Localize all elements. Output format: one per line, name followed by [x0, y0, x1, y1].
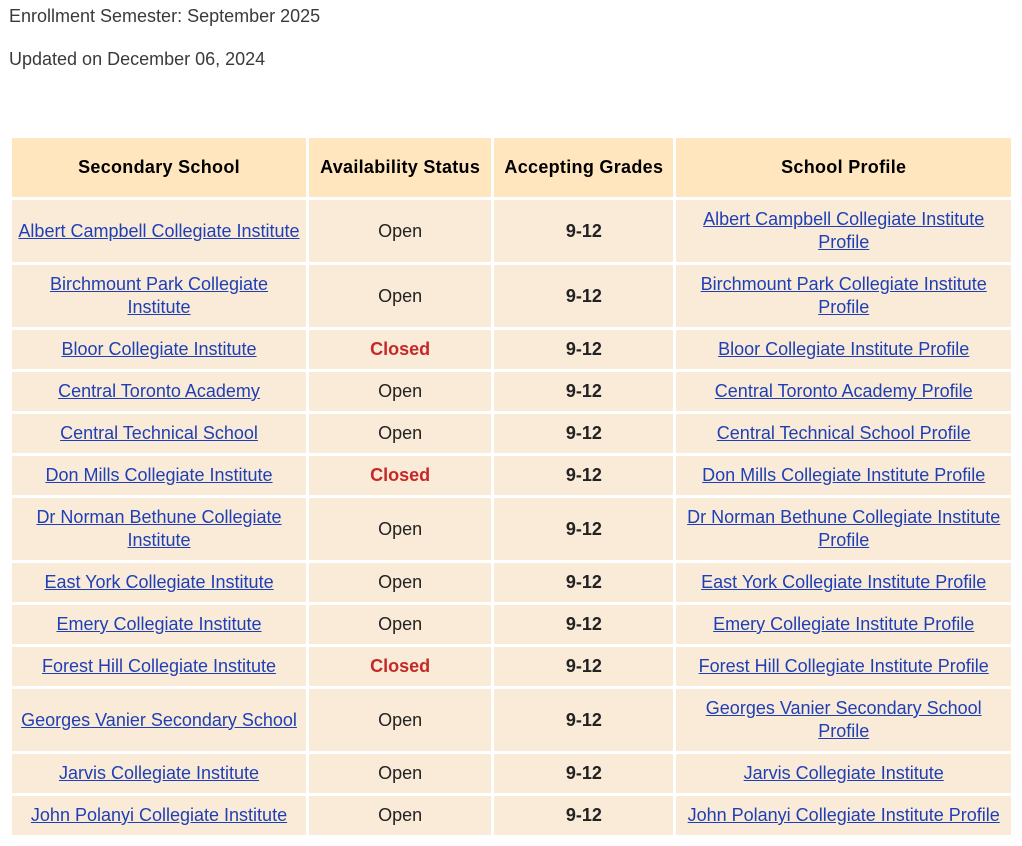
enrollment-semester: Enrollment Semester: September 2025 — [9, 6, 321, 26]
school-link[interactable]: East York Collegiate Institute — [44, 572, 274, 592]
school-cell — [12, 605, 306, 644]
school-link[interactable]: Dr Norman Bethune Collegiate Institute — [36, 507, 282, 550]
school-cell — [12, 200, 306, 262]
availability-status: Closed — [309, 456, 491, 495]
school-profile-link[interactable]: John Polanyi Collegiate Institute Profile — [687, 805, 1000, 825]
profile-cell — [676, 414, 1011, 453]
availability-status: Open — [309, 796, 491, 835]
availability-status: Open — [309, 563, 491, 602]
school-cell — [12, 330, 306, 369]
profile-cell — [676, 796, 1011, 835]
school-profile-link[interactable]: Dr Norman Bethune Collegiate Institute Profile — [687, 507, 1001, 550]
school-profile-link[interactable]: Forest Hill Collegiate Institute Profile — [698, 656, 989, 676]
accepting-grades: 9-12 — [494, 796, 673, 835]
table-body — [12, 200, 1011, 835]
school-link[interactable]: Albert Campbell Collegiate Institute — [18, 220, 300, 241]
table-row — [12, 200, 1011, 262]
school-profile-link[interactable]: East York Collegiate Institute Profile — [701, 572, 987, 592]
school-link[interactable]: Georges Vanier Secondary School — [21, 709, 297, 730]
school-link[interactable]: Central Technical School — [60, 423, 258, 443]
school-link[interactable]: Bloor Collegiate Institute — [61, 339, 257, 359]
accepting-grades: 9-12 — [494, 498, 673, 560]
availability-status: Open — [309, 754, 491, 793]
accepting-grades: 9-12 — [494, 647, 673, 686]
availability-status: Closed — [309, 647, 491, 686]
accepting-grades: 9-12 — [494, 265, 673, 327]
school-profile-link[interactable]: Jarvis Collegiate Institute — [743, 763, 944, 783]
profile-cell — [676, 563, 1011, 602]
updated-date: Updated on December 06, 2024 — [9, 49, 266, 69]
school-link[interactable]: John Polanyi Collegiate Institute — [30, 805, 288, 825]
table-row — [12, 265, 1011, 327]
table-header-row — [12, 138, 1011, 197]
column-header-school: Secondary School — [12, 138, 306, 197]
table-row — [12, 796, 1011, 835]
accepting-grades: 9-12 — [494, 330, 673, 369]
school-cell — [12, 647, 306, 686]
accepting-grades: 9-12 — [494, 200, 673, 262]
availability-status: Open — [309, 498, 491, 560]
table-row — [12, 456, 1011, 495]
table-row — [12, 563, 1011, 602]
accepting-grades: 9-12 — [494, 456, 673, 495]
school-profile-link[interactable]: Bloor Collegiate Institute Profile — [718, 339, 970, 359]
school-cell — [12, 414, 306, 453]
school-profile-link[interactable]: Central Technical School Profile — [716, 423, 971, 443]
school-profile-link[interactable]: Emery Collegiate Institute Profile — [713, 614, 975, 634]
profile-cell — [676, 456, 1011, 495]
school-link[interactable]: Jarvis Collegiate Institute — [58, 763, 260, 783]
school-cell — [12, 689, 306, 751]
table-row — [12, 754, 1011, 793]
school-link[interactable]: Birchmount Park Collegiate Institute — [49, 274, 269, 317]
column-header-profile: School Profile — [676, 138, 1011, 197]
availability-status: Open — [309, 605, 491, 644]
column-header-grades: Accepting Grades — [494, 138, 673, 197]
school-profile-link[interactable]: Birchmount Park Collegiate Institute Profile — [700, 274, 987, 317]
availability-status: Open — [309, 372, 491, 411]
accepting-grades: 9-12 — [494, 689, 673, 751]
school-cell — [12, 754, 306, 793]
profile-cell — [676, 647, 1011, 686]
school-link[interactable]: Emery Collegiate Institute — [56, 614, 262, 634]
profile-cell — [676, 689, 1011, 751]
accepting-grades: 9-12 — [494, 754, 673, 793]
profile-cell — [676, 330, 1011, 369]
accepting-grades: 9-12 — [494, 372, 673, 411]
school-cell — [12, 563, 306, 602]
accepting-grades: 9-12 — [494, 605, 673, 644]
school-profile-link[interactable]: Central Toronto Academy Profile — [714, 381, 973, 401]
school-profile-link[interactable]: Don Mills Collegiate Institute Profile — [702, 465, 986, 485]
table-row — [12, 414, 1011, 453]
school-link[interactable]: Central Toronto Academy — [58, 381, 260, 401]
table-row — [12, 330, 1011, 369]
school-cell — [12, 372, 306, 411]
availability-status: Open — [309, 200, 491, 262]
table-row — [12, 372, 1011, 411]
profile-cell — [676, 372, 1011, 411]
profile-cell — [676, 200, 1011, 262]
availability-status: Closed — [309, 330, 491, 369]
profile-cell — [676, 754, 1011, 793]
school-cell — [12, 456, 306, 495]
availability-status: Open — [309, 265, 491, 327]
table-row — [12, 689, 1011, 751]
profile-cell — [676, 498, 1011, 560]
profile-cell — [676, 265, 1011, 327]
accepting-grades: 9-12 — [494, 563, 673, 602]
school-cell — [12, 498, 306, 560]
school-cell — [12, 796, 306, 835]
school-profile-link[interactable]: Albert Campbell Collegiate Institute Profile — [703, 209, 985, 252]
school-profile-link[interactable]: Georges Vanier Secondary School Profile — [705, 698, 982, 741]
school-link[interactable]: Don Mills Collegiate Institute — [45, 465, 273, 485]
schools-table — [9, 135, 1014, 838]
availability-status: Open — [309, 689, 491, 751]
school-link[interactable]: Forest Hill Collegiate Institute — [41, 656, 277, 676]
availability-status: Open — [309, 414, 491, 453]
table-row — [12, 498, 1011, 560]
accepting-grades: 9-12 — [494, 414, 673, 453]
table-row — [12, 647, 1011, 686]
column-header-availability: Availability Status — [309, 138, 491, 197]
school-cell — [12, 265, 306, 327]
table-row — [12, 605, 1011, 644]
profile-cell — [676, 605, 1011, 644]
